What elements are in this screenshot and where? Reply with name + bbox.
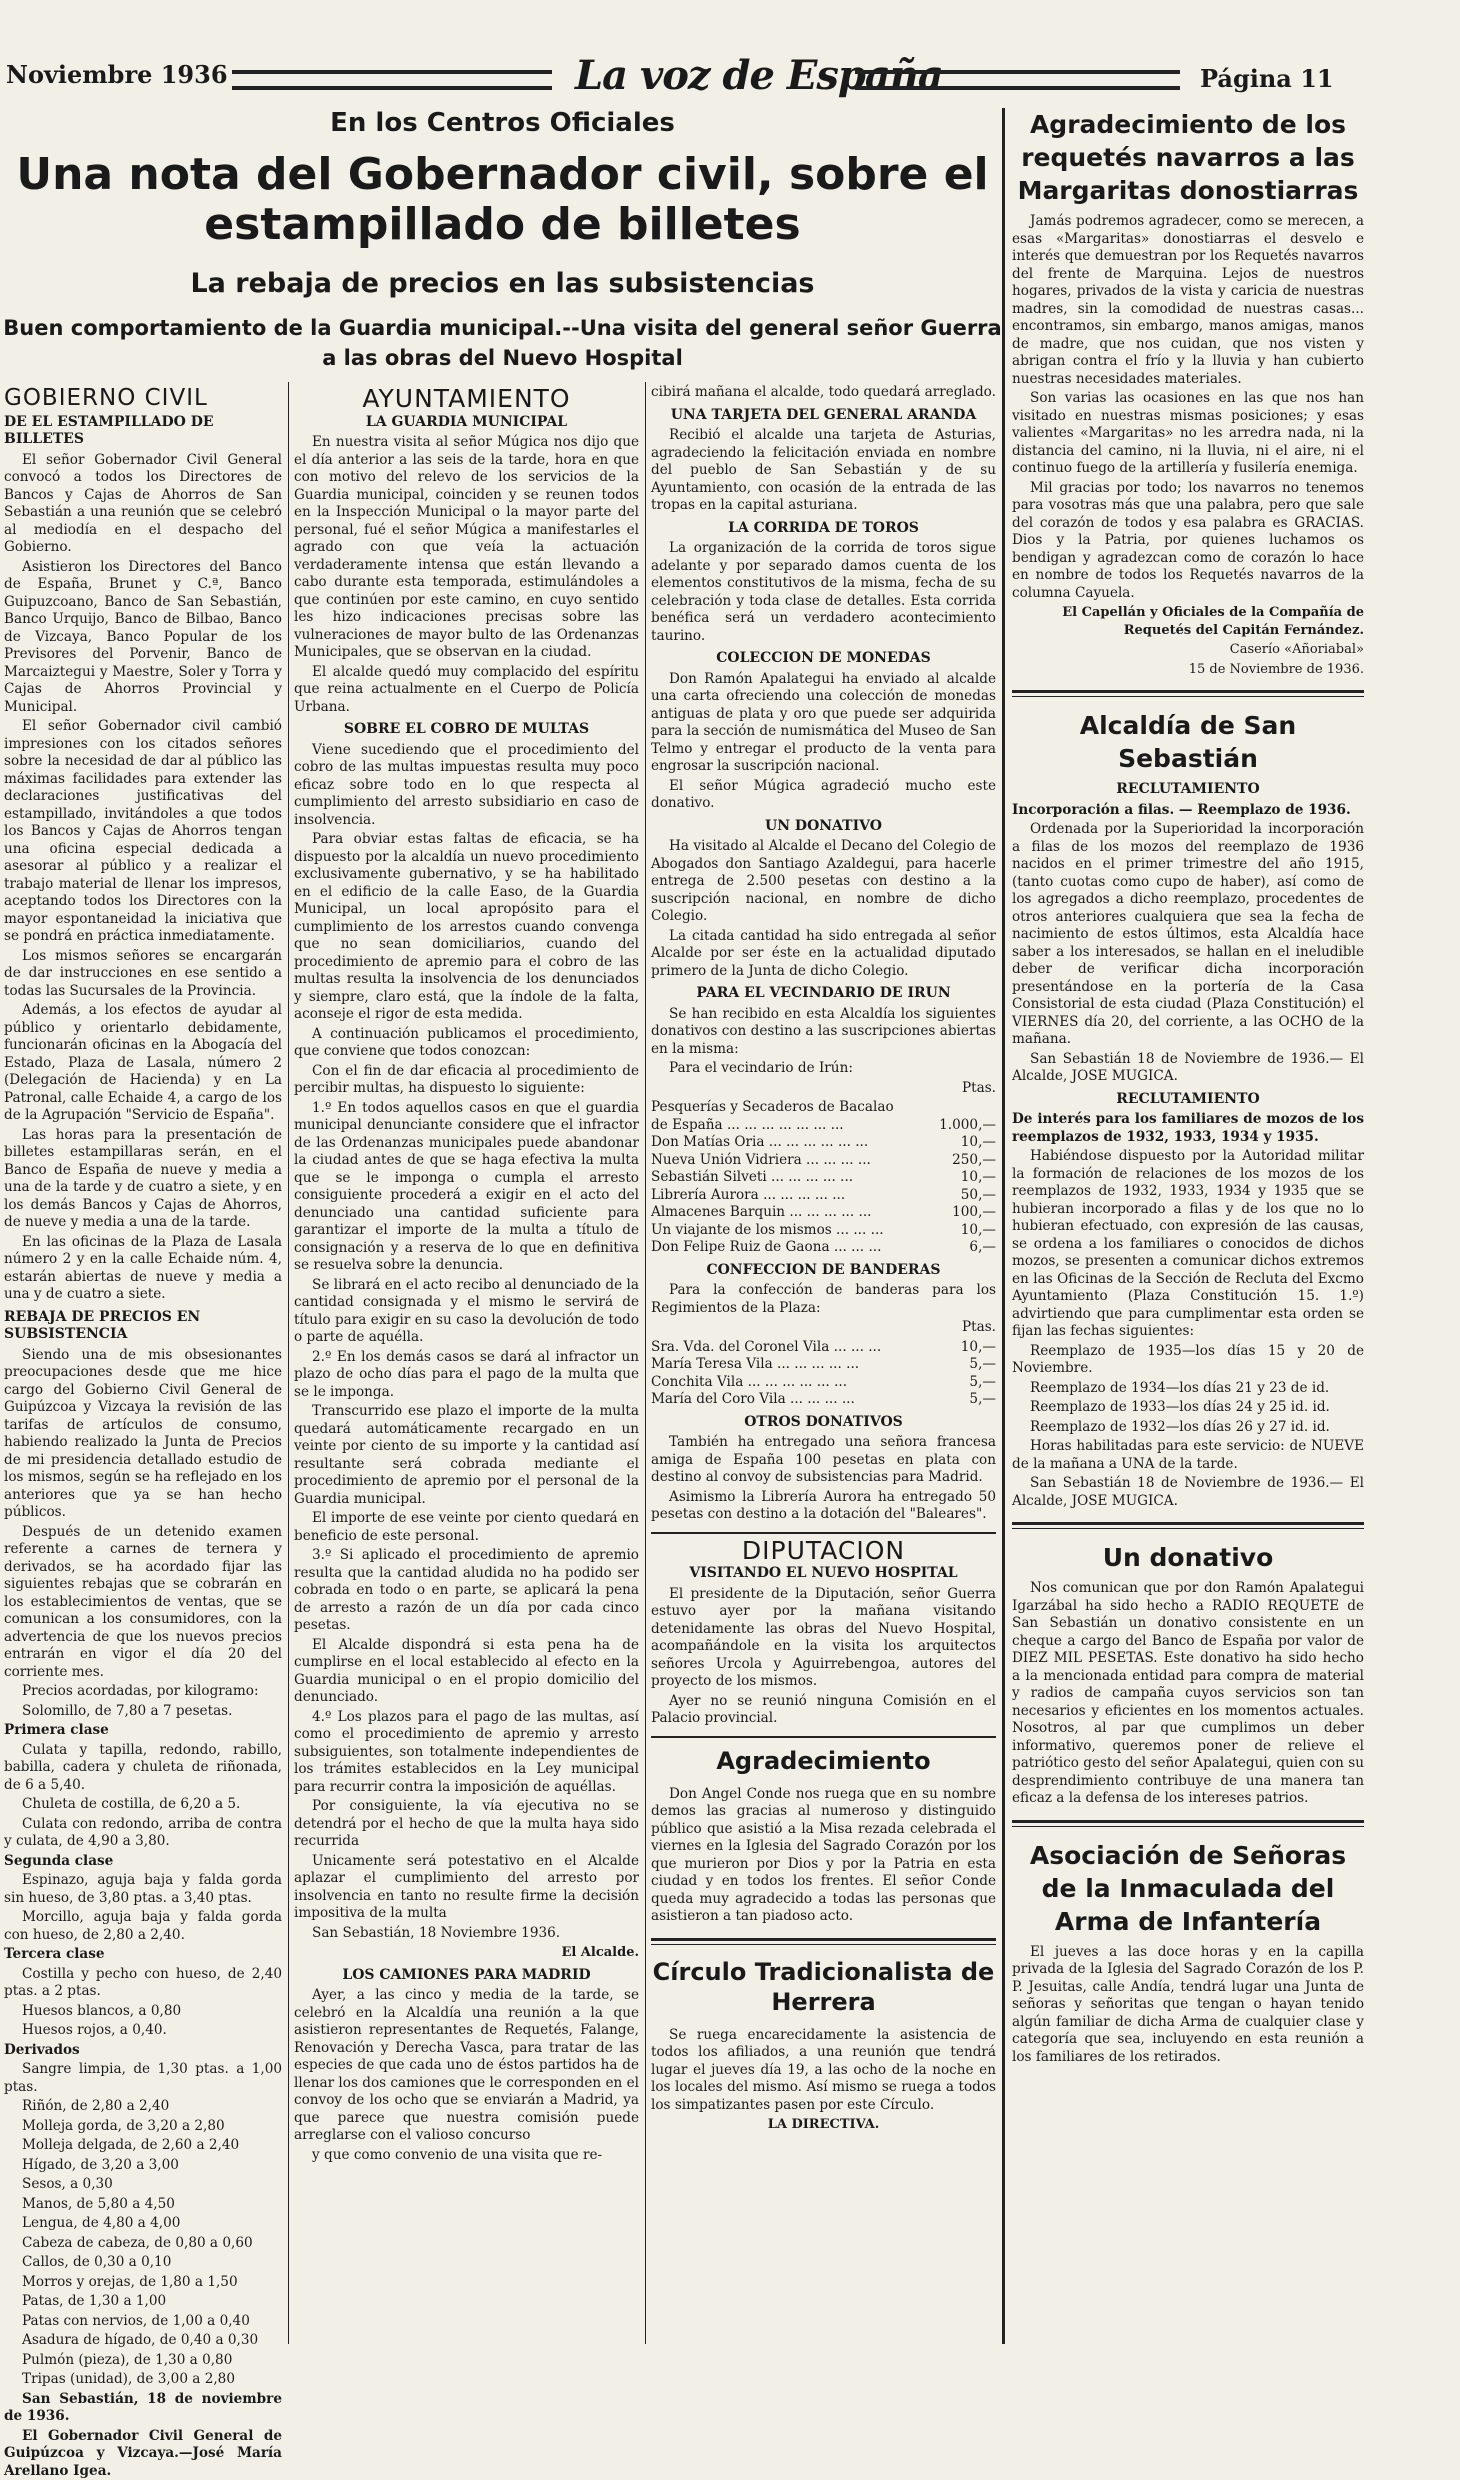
paragraph: Asistieron los Directores del Banco de España, Brunet y C.ª, Banco Guipuzcoano, Banco de San Sebastián, Banco Urquijo, Banco de Bilbao, Banco de Vizcaya, Banco Popular de los Previsores del Porvenir, Banco de Marcaiztegui y Maestre, Soler y Torra y Cajas de Ahorros Provincial y Municipal. xyxy=(4,559,282,717)
table-row xyxy=(651,1169,996,1187)
headline-line-2: estampillado de billetes xyxy=(0,200,1005,250)
donor-name: Don Matías Oria ... ... ... ... ... ... xyxy=(651,1134,926,1152)
paragraph: Patas con nervios, de 1,00 a 0,40 xyxy=(4,2313,282,2331)
paragraph: Ayer, a las cinco y media de la tarde, se celebró en la Alcaldía una reunión a la que asistieron representantes de Requetés, Falange, Renovación y Derecha Vasca, para tratar de las especies de que cada uno de éstos partidos ha de llenar los dos camiones que le corresponden en el convoy de los ocho que se enviarán a Madrid, ya que parece que nuestra comisión puede arreglarse con el valioso concurso xyxy=(294,1987,639,2145)
kicker: En los Centros Oficiales xyxy=(0,108,1005,138)
paragraph: Se librará en el acto recibo al denunciado de la cantidad consignada y el mismo le servirá de título para exigir en su caso la devolución de todo o parte de aquélla. xyxy=(294,1277,639,1347)
paragraph: Para obviar estas faltas de eficacia, se ha dispuesto por la alcaldía un nuevo procedimiento exclusivamente gubernativo, y se ha habilitado en el edificio de la calle Easo, de la Guardia Municipal, un local apropósito para el cumplimiento de los arrestos cuando convenga que no sean domiciliarios, cuando del procedimiento de apremio para el cobro de las multas resulta la insolvencia de los denunciados y siempre, claro está, que la índole de la falta, aconseje el rigor de esta medida. xyxy=(294,831,639,1024)
price-class-heading: Primera clase xyxy=(4,1722,282,1740)
deck: La rebaja de precios en las subsistencias xyxy=(0,268,1005,299)
divider xyxy=(651,1532,996,1534)
deck-line-2: a las obras del Nuevo Hospital xyxy=(0,344,1005,372)
paragraph: Pulmón (pieza), de 1,30 a 0,80 xyxy=(4,2352,282,2370)
signature: El Capellán y Oficiales de la Compañía de Requetés del Capitán Fernández. xyxy=(1012,604,1364,639)
donor-name: María del Coro Vila ... ... ... ... xyxy=(651,1391,926,1409)
paragraph: Culata con redondo, arriba de contra y culata, de 4,90 a 3,80. xyxy=(4,1816,282,1851)
price-class-heading: Tercera clase xyxy=(4,1946,282,1964)
paragraph: El alcalde quedó muy complacido del espíritu que reina actualmente en el Cuerpo de Policía Urbana. xyxy=(294,664,639,717)
paragraph: Nos comunican que por don Ramón Apalategui Igarzábal ha sido hecho a RADIO REQUETE de San Sebastián un donativo consistente en un cheque a cargo del Banco de España por valor de DIEZ MIL PESETAS. Este donativo ha sido hecho a la mencionada entidad para compra de material y radios de campaña cuyos servicios son tan necesarios y eficientes en los momentos actuales. Nosotros, al par que cumplimos un deber informativo, queremos poner de relieve el patriótico gesto del señor Apalategui, quien con su desprendimiento contribuye de una manera tan eficaz a la defensa de los intereses patrios. xyxy=(1012,1580,1364,1808)
table-row xyxy=(651,1239,996,1257)
paragraph: Ayer no se reunió ninguna Comisión en el Palacio provincial. xyxy=(651,1693,996,1728)
donor-name: Pesquerías y Secaderos de Bacalao xyxy=(651,1099,926,1117)
donor-amount: 10,— xyxy=(926,1134,996,1152)
subhead: RECLUTAMIENTO xyxy=(1012,781,1364,799)
paragraph: Reemplazo de 1933—los días 24 y 25 id. id. xyxy=(1012,1399,1364,1417)
subhead: COLECCION DE MONEDAS xyxy=(651,650,996,668)
section-title: Círculo Tradicionalista de Herrera xyxy=(651,1957,996,2017)
paragraph: San Sebastián 18 de Noviembre de 1936.— El Alcalde, JOSE MUGICA. xyxy=(1012,1051,1364,1086)
paragraph: Jamás podremos agradecer, como se merecen, a esas «Margaritas» donostiarras el desvelo e interés que demuestran por los Requetés navarros del frente de Marquina. Lejos de nuestros hogares, privados de la vista y caricia de nuestras madres, sin la comodidad de nuestras casas... encontramos, sin embargo, manos amigas, manos de madre, que nos cuidan, que nos visten y abrigan contra el frío y la lluvia y han cubierto nuestras necesidades materiales. xyxy=(1012,213,1364,388)
paragraph: Unicamente será potestativo en el Alcalde aplazar el cumplimiento del arresto por insolvencia en tanto no resulte firme la decisión impositiva de la multa xyxy=(294,1853,639,1923)
signature: El Alcalde. xyxy=(294,1944,639,1962)
donor-amount: 50,— xyxy=(926,1187,996,1205)
paragraph: Sesos, a 0,30 xyxy=(4,2176,282,2194)
paragraph: Don Angel Conde nos ruega que en su nombre demos las gracias al numeroso y distinguido público que asistió a la Misa rezada celebrada el viernes en la Iglesia del Sagrado Corazón por los que murieron por Dios y por la Patria en esta ciudad y en todos los frentes. El señor Conde queda muy agradecido a todas las personas que asistieron a tan piadoso acto. xyxy=(651,1786,996,1926)
paragraph: El señor Gobernador Civil General convocó a todos los Directores de Bancos y Cajas de Ahorros de San Sebastián a una reunión que se celebró al mediodía en el despacho del Gobierno. xyxy=(4,452,282,557)
section-title: Agradecimiento de los requetés navarros a las Margaritas donostiarras xyxy=(1012,108,1364,207)
donor-name: Sebastián Silveti ... ... ... ... ... xyxy=(651,1169,926,1187)
subhead: UNA TARJETA DEL GENERAL ARANDA xyxy=(651,407,996,425)
subhead: SOBRE EL COBRO DE MULTAS xyxy=(294,721,639,739)
paragraph: Sangre limpia, de 1,30 ptas. a 1,00 ptas. xyxy=(4,2061,282,2096)
paragraph: Por consiguiente, la vía ejecutiva no se detendrá por el hecho de que la multa haya sido recurrida xyxy=(294,1798,639,1851)
subhead: UN DONATIVO xyxy=(651,818,996,836)
paragraph: A continuación publicamos el procedimiento, que conviene que todos conozcan: xyxy=(294,1026,639,1061)
header-page-number: Página 11 xyxy=(1200,64,1334,93)
table-row xyxy=(651,1117,996,1135)
paragraph: Reemplazo de 1934—los días 21 y 23 de id. xyxy=(1012,1380,1364,1398)
paragraph: Manos, de 5,80 a 4,50 xyxy=(4,2196,282,2214)
paragraph: Incorporación a filas. — Reemplazo de 1936. xyxy=(1012,802,1364,820)
table-row xyxy=(651,1204,996,1222)
header-rule-left xyxy=(232,70,552,90)
paragraph: Con el fin de dar eficacia al procedimiento de percibir multas, ha dispuesto lo siguiente: xyxy=(294,1063,639,1098)
paragraph: En nuestra visita al señor Múgica nos dijo que el día anterior a las seis de la tarde, hora en que con motivo del relevo de los servicios de la Guardia municipal, coinciden y se reunen todos en la Inspección Municipal o la mayor parte del personal, fué el señor Múgica a manifestarles el agrado con que veía la actuación verdaderamente intensa que están llevando a cabo durante esta temporada, estimulándoles a que continúen por este camino, en cuyo sentido les hizo indicaciones precisas sobre las vulneraciones de mayor bulto de las Ordenanzas Municipales, que se observan en la ciudad. xyxy=(294,434,639,662)
donor-name: de España ... ... ... ... ... ... ... xyxy=(651,1117,926,1135)
paragraph: 4.º Los plazos para el pago de las multas, así como el procedimiento de apremio y arresto subsiguientes, son totalmente independientes de los trámites establecidos en la Ley municipal para recurrir contra la imposición de aquéllas. xyxy=(294,1709,639,1797)
donor-amount: 1.000,— xyxy=(926,1117,996,1135)
paragraph: 3.º Si aplicado el procedimiento de apremio resulta que la cantidad aludida no ha podido ser cobrada en todo o en parte, se aplicará la pena de arresto a razón de un día por cada cinco pesetas. xyxy=(294,1547,639,1635)
paragraph: Molleja delgada, de 2,60 a 2,40 xyxy=(4,2137,282,2155)
donor-name: Almacenes Barquin ... ... ... ... ... xyxy=(651,1204,926,1222)
paragraph: Don Ramón Apalategui ha enviado al alcalde una carta ofreciendo una colección de monedas antiguas de plata y oro que puede ser adquirida para la sección de numismática del Museo de San Telmo y entregar el producto de la venta para engrosar la suscripción nacional. xyxy=(651,671,996,776)
subhead: RECLUTAMIENTO xyxy=(1012,1091,1364,1109)
column-ayuntamiento-cont xyxy=(651,384,996,2340)
table-row xyxy=(651,1339,996,1357)
divider xyxy=(651,1736,996,1738)
donor-name: Conchita Vila ... ... ... ... ... ... xyxy=(651,1374,926,1392)
masthead: La voz de España xyxy=(575,52,943,99)
paragraph: Huesos blancos, a 0,80 xyxy=(4,2003,282,2021)
donor-name: Librería Aurora ... ... ... ... ... xyxy=(651,1187,926,1205)
paragraph: Ordenada por la Superioridad la incorporación a filas de los mozos del reemplazo de 1936 nacidos en el primer trimestre del año 1915, (tanto cuotas como cupo de haber), así como de los agregados a dicho reemplazo, procedentes de otros anteriores cualquiera que sea la fecha de nacimiento de estos últimos, esta Alcaldía hace saber a los interesados, se hallan en el ineludible deber de verificar dicha incorporación presentándose en la portería de la Casa Consistorial de esta ciudad (Plaza Constitución) el VIERNES día 20, del corriente, a las OCHO de la mañana. xyxy=(1012,821,1364,1049)
paragraph: El señor Múgica agradeció mucho este donativo. xyxy=(651,778,996,813)
section-title: Asociación de Señoras de la Inmaculada del Arma de Infantería xyxy=(1012,1839,1364,1938)
paragraph: Reemplazo de 1935—los días 15 y 20 de Noviembre. xyxy=(1012,1343,1364,1378)
paragraph: Se ruega encarecidamente la asistencia de todos los afiliados, a una reunión que tendrá lugar el jueves día 19, a las ocho de la noche en los locales del mismo. Así mismo se ruega a todos los simpatizantes pasen por este Círculo. xyxy=(651,2027,996,2115)
divider xyxy=(1012,690,1364,697)
signature-date: 15 de Noviembre de 1936. xyxy=(1012,661,1364,679)
paragraph: 1.º En todos aquellos casos en que el guardia municipal denunciante considere que el infractor de las Ordenanzas municipales puede abandonar la ciudad antes de que se haga efectiva la multa que se le imponga o cumpla el arresto consiguiente procederá a exigir en el acto del denunciado una cantidad suficiente para garantizar el importe de la multa a título de consignación y a reserva de lo que en definitiva se resuelva sobre la denuncia. xyxy=(294,1100,639,1275)
table-row xyxy=(651,1374,996,1392)
paragraph: San Sebastián, 18 Noviembre 1936. xyxy=(294,1925,639,1943)
table-row xyxy=(651,1187,996,1205)
donor-amount: 10,— xyxy=(926,1222,996,1240)
paragraph: Después de un detenido examen referente a carnes de ternera y derivados, se ha acordado fijar las siguientes rebajas que se cobrarán en los establecimientos de ventas, que se comunican a los consumidores, con la advertencia de que los nuevos precios entrarán en vigor el día 20 del corriente mes. xyxy=(4,1524,282,1682)
donor-name: Don Felipe Ruiz de Gaona ... ... ... xyxy=(651,1239,926,1257)
section-title: Agradecimiento xyxy=(651,1746,996,1776)
subhead: LA GUARDIA MUNICIPAL xyxy=(294,414,639,432)
paragraph: Culata y tapilla, redondo, rabillo, babilla, cadera y chuleta de riñonada, de 6 a 5,40. xyxy=(4,1742,282,1795)
divider xyxy=(1012,1522,1364,1529)
table-row xyxy=(651,1099,996,1117)
paragraph: La citada cantidad ha sido entregada al señor Alcalde por ser éste en la actualidad diputado primero de la Junta de dicho Colegio. xyxy=(651,928,996,981)
paragraph: Reemplazo de 1932—los días 26 y 27 id. id. xyxy=(1012,1419,1364,1437)
price-class-heading: Derivados xyxy=(4,2042,282,2060)
paragraph: Asadura de hígado, de 0,40 a 0,30 xyxy=(4,2332,282,2350)
paragraph: El Gobernador Civil General de Guipúzcoa y Vizcaya.—José María Arellano Igea. xyxy=(4,2428,282,2480)
paragraph: Para la confección de banderas para los Regimientos de la Plaza: xyxy=(651,1282,996,1317)
donor-amount: 10,— xyxy=(926,1169,996,1187)
subhead: LA CORRIDA DE TOROS xyxy=(651,520,996,538)
paragraph: Viene sucediendo que el procedimiento del cobro de las multas impuestas resulta muy poco eficaz sobre todo en lo que respecta al cumplimiento del arresto subsidiario en caso de insolvencia. xyxy=(294,742,639,830)
paragraph: y que como convenio de una visita que re- xyxy=(294,2147,639,2165)
paragraph: El Alcalde dispondrá si esta pena ha de cumplirse en el local establecido al efecto en la Guardia municipal o en el propio domicilio del denunciado. xyxy=(294,1637,639,1707)
paragraph: Espinazo, aguja baja y falda gorda sin hueso, de 3,80 ptas. a 3,40 ptas. xyxy=(4,1872,282,1907)
donation-table-banderas xyxy=(651,1339,996,1409)
paragraph: Morros y orejas, de 1,80 a 1,50 xyxy=(4,2274,282,2292)
paragraph: Solomillo, de 7,80 a 7 pesetas. xyxy=(4,1703,282,1721)
ptas-label: Ptas. xyxy=(651,1319,996,1337)
price-class-heading: Segunda clase xyxy=(4,1853,282,1871)
section-title: Un donativo xyxy=(1012,1541,1364,1574)
header-rule-right xyxy=(855,70,1180,90)
donor-name: Un viajante de los mismos ... ... ... xyxy=(651,1222,926,1240)
deck-line-1: Buen comportamiento de la Guardia municipal.--Una visita del general señor Guerra xyxy=(0,314,1005,342)
donor-amount: 6,— xyxy=(926,1239,996,1257)
table-row xyxy=(651,1134,996,1152)
paragraph: Asimismo la Librería Aurora ha entregado 50 pesetas con destino a la dotación del "Baleares". xyxy=(651,1489,996,1524)
paragraph: El presidente de la Diputación, señor Guerra estuvo ayer por la mañana visitando detenidamente las obras del Nuevo Hospital, acompañándole en la visita los arquitectos señores Urcola y Aguirrebengoa, autores del proyecto de los mismos. xyxy=(651,1586,996,1691)
signature: LA DIRECTIVA. xyxy=(651,2116,996,2134)
paragraph: Para el vecindario de Irún: xyxy=(651,1060,996,1078)
section-title: Alcaldía de San Sebastián xyxy=(1012,709,1364,775)
paragraph: cibirá mañana el alcalde, todo quedará arreglado. xyxy=(651,384,996,402)
paragraph: San Sebastián 18 de Noviembre de 1936.— El Alcalde, JOSE MUGICA. xyxy=(1012,1475,1364,1510)
donor-amount: 5,— xyxy=(926,1356,996,1374)
paragraph: En las oficinas de la Plaza de Lasala número 2 y en la calle Echaide núm. 4, estarán abiertas de nueve y media a una y de cuatro a siete. xyxy=(4,1234,282,1304)
column-right xyxy=(1012,108,1364,2340)
paragraph: Chuleta de costilla, de 6,20 a 5. xyxy=(4,1796,282,1814)
paragraph: Precios acordadas, por kilogramo: xyxy=(4,1683,282,1701)
section-title: DIPUTACION xyxy=(651,1542,996,1560)
paragraph: Son varias las ocasiones en las que nos han visitado en nuestras mismas posiciones; y esas valientes «Margaritas» no les arredra nada, ni la distancia del camino, ni la lluvia, ni el aire, ni el continuo fuego de la artillería y fusilería enemiga. xyxy=(1012,390,1364,478)
paragraph: Molleja gorda, de 3,20 a 2,80 xyxy=(4,2118,282,2136)
column-rule-1 xyxy=(288,382,289,2344)
paragraph: Patas, de 1,30 a 1,00 xyxy=(4,2293,282,2311)
donor-amount: 100,— xyxy=(926,1204,996,1222)
paragraph: Ha visitado al Alcalde el Decano del Colegio de Abogados don Santiago Azaldegui, para hacerle entrega de 2.500 pesetas con destino a la suscripción nacional, en nombre de dicho Colegio. xyxy=(651,838,996,926)
paragraph: Cabeza de cabeza, de 0,80 a 0,60 xyxy=(4,2235,282,2253)
table-row xyxy=(651,1222,996,1240)
table-row xyxy=(651,1391,996,1409)
paragraph: Tripas (unidad), de 3,00 a 2,80 xyxy=(4,2371,282,2389)
column-ayuntamiento xyxy=(294,384,639,2340)
subhead: CONFECCION DE BANDERAS xyxy=(651,1262,996,1280)
paragraph: Los mismos señores se encargarán de dar instrucciones en ese sentido a todas las Sucursales de la Provincia. xyxy=(4,948,282,1001)
paragraph: El jueves a las doce horas y en la capilla privada de la Iglesia del Sagrado Corazón de los P. P. Jesuitas, calle Andía, tendrá lugar una Junta de señoras y señoritas que tengan o hayan tenido algún familiar de dicha Arma de cualquier clase y categoría que sea, incluyendo en esta reunión a los familiares de los retirados. xyxy=(1012,1944,1364,2067)
paragraph: Costilla y pecho con hueso, de 2,40 ptas. a 2 ptas. xyxy=(4,1966,282,2001)
column-rule-2 xyxy=(645,382,646,2344)
subhead: REBAJA DE PRECIOS EN SUBSISTENCIA xyxy=(4,1309,282,1344)
paragraph: Recibió el alcalde una tarjeta de Asturias, agradeciendo la felicitación enviada en nombre del pueblo de San Sebastián y de su Ayuntamiento, con ocasión de la entrada de las tropas en la capital asturiana. xyxy=(651,427,996,515)
signature-place: Caserío «Añoriabal» xyxy=(1012,641,1364,659)
paragraph: 2.º En los demás casos se dará al infractor un plazo de ocho días para el pago de la multa que se le imponga. xyxy=(294,1349,639,1402)
donor-amount: 5,— xyxy=(926,1391,996,1409)
paragraph: El importe de ese veinte por ciento quedará en beneficio de este personal. xyxy=(294,1510,639,1545)
paragraph: Las horas para la presentación de billetes estampillaras serán, en el Banco de España de nueve y media a una de la tarde y de cuatro a siete, y en los demás Bancos y Cajas de Ahorros, de nueve y media a una de la tarde. xyxy=(4,1127,282,1232)
subhead: LOS CAMIONES PARA MADRID xyxy=(294,1967,639,1985)
paragraph: Se han recibido en esta Alcaldía los siguientes donativos con destino a las suscripciones abiertas en la misma: xyxy=(651,1006,996,1059)
donation-table-irun xyxy=(651,1099,996,1257)
paragraph: Lengua, de 4,80 a 4,00 xyxy=(4,2215,282,2233)
section-title: AYUNTAMIENTO xyxy=(294,390,639,408)
paragraph: Hígado, de 3,20 a 3,00 xyxy=(4,2157,282,2175)
header-date: Noviembre 1936 xyxy=(6,60,228,89)
subhead: VISITANDO EL NUEVO HOSPITAL xyxy=(651,1565,996,1583)
paragraph: Mil gracias por todo; los navarros no tenemos para vosotras más que una palabra, pero que sale del corazón de todos y esa palabra es GRACIAS. Dios y la Patria, por quienes luchamos os bendigan y agradezcan como de corazón lo hace en nombre de todos los Requetés navarros de la columna Cayuela. xyxy=(1012,480,1364,603)
paragraph: Siendo una de mis obsesionantes preocupaciones desde que me hice cargo del Gobierno Civil General de Guipúzcoa y Vizcaya la revisión de las tarifas de artículos de consumo, habiendo realizado la Junta de Precios de mi presidencia detallado estudio de los mismos, según se ha reflejado en los anteriores que ya se han hecho públicos. xyxy=(4,1347,282,1522)
paragraph: De interés para los familiares de mozos de los reemplazos de 1932, 1933, 1934 y 1935. xyxy=(1012,1111,1364,1146)
headline-line-1: Una nota del Gobernador civil, sobre el xyxy=(0,150,1005,200)
paragraph: San Sebastián, 18 de noviembre de 1936. xyxy=(4,2391,282,2426)
subhead: OTROS DONATIVOS xyxy=(651,1414,996,1432)
table-row xyxy=(651,1152,996,1170)
column-rule-main xyxy=(1002,108,1005,2344)
donor-name: Sra. Vda. del Coronel Vila ... ... ... xyxy=(651,1339,926,1357)
paragraph: Horas habilitadas para este servicio: de NUEVE de la mañana a UNA de la tarde. xyxy=(1012,1438,1364,1473)
subhead: DE EL ESTAMPILLADO DE BILLETES xyxy=(4,414,282,449)
paragraph: La organización de la corrida de toros sigue adelante y por separado damos cuenta de los elementos constitutivos de la misma, fecha de su celebración y toda clase de detalles. Esta corrida benéfica será un verdadero acontecimiento taurino. xyxy=(651,540,996,645)
paragraph: Riñón, de 2,80 a 2,40 xyxy=(4,2098,282,2116)
divider xyxy=(1012,1820,1364,1827)
donor-amount xyxy=(926,1099,996,1117)
donor-amount: 10,— xyxy=(926,1339,996,1357)
paragraph: Morcillo, aguja baja y falda gorda con hueso, de 2,80 a 2,40. xyxy=(4,1909,282,1944)
donor-amount: 250,— xyxy=(926,1152,996,1170)
paragraph: También ha entregado una señora francesa amiga de España 100 pesetas en plata con destino al convoy de subsistencias para Madrid. xyxy=(651,1434,996,1487)
donor-name: Nueva Unión Vidriera ... ... ... ... xyxy=(651,1152,926,1170)
paragraph: Además, a los efectos de ayudar al público y orientarlo debidamente, funcionarán oficinas en la Abogacía del Estado, Plaza de Lasala, número 2 (Delegación de Hacienda) y en La Patronal, calle Echaide 4, a cargo de los de la Agrupación "Servicio de España". xyxy=(4,1002,282,1125)
column-gobierno-civil xyxy=(4,384,282,2340)
divider xyxy=(651,1938,996,1945)
paragraph: Habiéndose dispuesto por la Autoridad militar la formación de relaciones de los mozos de los reemplazos de 1932, 1933, 1934 y 1935 que se hubieran incorporado a filas y de los que no lo hubieran efectuado, con expresión de las causas, se ordena a los familiares o conocidos de dichos mozos, se presenten a comunicar dichos extremos en las Oficinas de la Sección de Recluta del Excmo Ayuntamiento (Plaza Constitución 15. 1.º) advirtiendo que para cumplimentar esta orden se fijan las fechas siguientes: xyxy=(1012,1148,1364,1341)
ptas-label: Ptas. xyxy=(651,1080,996,1098)
table-row xyxy=(651,1356,996,1374)
donor-name: María Teresa Vila ... ... ... ... ... xyxy=(651,1356,926,1374)
section-title: GOBIERNO CIVIL xyxy=(4,390,282,408)
paragraph: El señor Gobernador civil cambió impresiones con los citados señores sobre la necesidad de dar al público las máximas facilidades para extender las declaraciones justificativas del estampillado, invitándoles a que todos los Bancos y Cajas de Ahorros tengan una oficina especial dedicada a asesorar al público y a realizar el trabajo material de llenar los impresos, aceptando todos los Directores con la mayor espontaneidad la iniciativa que se pondrá en práctica inmediatamente. xyxy=(4,718,282,946)
paragraph: Callos, de 0,30 a 0,10 xyxy=(4,2254,282,2272)
donor-amount: 5,— xyxy=(926,1374,996,1392)
page-header xyxy=(0,58,1460,102)
paragraph: Huesos rojos, a 0,40. xyxy=(4,2022,282,2040)
subhead: PARA EL VECINDARIO DE IRUN xyxy=(651,985,996,1003)
paragraph: Transcurrido ese plazo el importe de la multa quedará automáticamente recargado en un veinte por ciento de su importe y la cantidad así resultante será cobrada mediante el procedimiento de apremio por el personal de la Guardia municipal. xyxy=(294,1403,639,1508)
